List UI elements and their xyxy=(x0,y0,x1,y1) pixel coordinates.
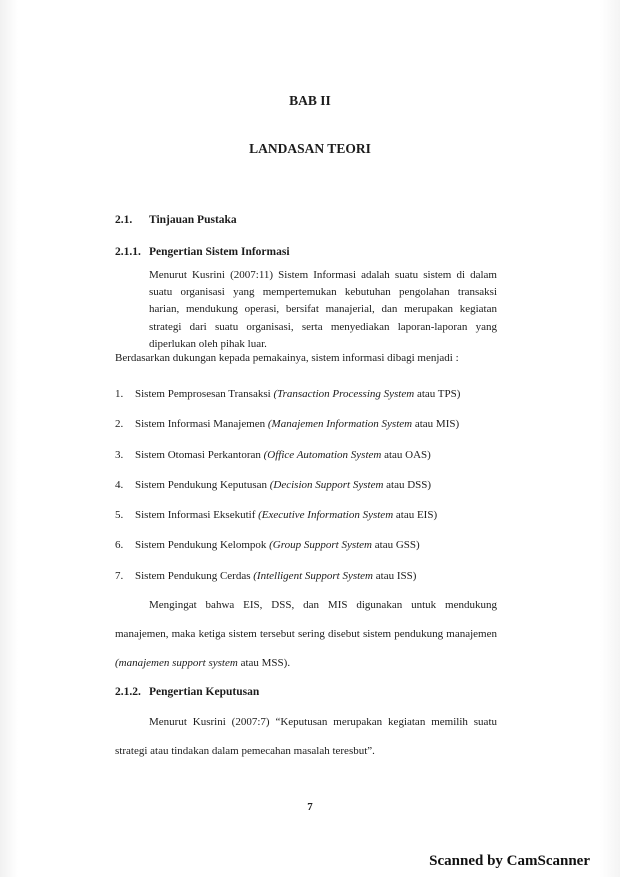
section-number: 2.1. xyxy=(115,214,133,226)
paragraph-keputusan: Menurut Kusrini (2007:7) “Keputusan merupakan kegiatan memilih suatu strategi atau tindakan dalam pemecahan masalah teresbut”. xyxy=(115,716,497,757)
block-quote: Menurut Kusrini (2007:11) Sistem Informasi adalah suatu sistem di dalam suatu organisasi yang mempertemukan kebutuhan pengolahan transaksi harian, mendukung operasi, bersifat manajerial, dan merupakan kegiatan strategi dari suatu organisasi, serta menyediakan laporan-laporan yang diperlukan oleh pihak luar. xyxy=(149,269,497,350)
list-item: 5. Sistem Informasi Eksekutif (Executive Information System atau EIS) xyxy=(115,509,438,522)
list-item: 6. Sistem Pendukung Kelompok (Group Support System atau GSS) xyxy=(115,539,420,552)
section-heading-2-1-1 xyxy=(115,246,290,258)
section-heading-2-1-2 xyxy=(115,686,259,698)
scanner-watermark: Scanned by CamScanner xyxy=(429,853,590,869)
list-item: 2. Sistem Informasi Manajemen (Manajemen Information System atau MIS) xyxy=(115,418,460,431)
list-intro: Berdasarkan dukungan kepada pemakainya, sistem informasi dibagi menjadi : xyxy=(115,352,459,364)
section-title: Pengertian Keputusan xyxy=(149,686,260,698)
section-heading-2-1 xyxy=(115,214,237,226)
paragraph-mss: Mengingat bahwa EIS, DSS, dan MIS digunakan untuk mendukung manajemen, maka ketiga sistem tersebut sering disebut sistem pendukung manajemen (manajemen support system atau MSS). xyxy=(115,599,497,669)
chapter-title: LANDASAN TEORI xyxy=(249,141,371,156)
list-item: 4. Sistem Pendukung Keputusan (Decision Support System atau DSS) xyxy=(115,478,432,491)
information-system-list xyxy=(115,388,460,600)
list-item: 7. Sistem Pendukung Cerdas (Intelligent Support System atau ISS) xyxy=(115,569,417,582)
list-item: 1. Sistem Pemprosesan Transaksi (Transaction Processing System atau TPS) xyxy=(115,388,461,400)
section-number: 2.1.1. xyxy=(115,246,141,258)
chapter-heading: BAB II xyxy=(289,93,331,108)
section-title: Tinjauan Pustaka xyxy=(149,214,237,226)
section-number: 2.1.2. xyxy=(115,686,141,698)
section-title: Pengertian Sistem Informasi xyxy=(149,246,290,258)
list-item: 3. Sistem Otomasi Perkantoran (Office Automation System atau OAS) xyxy=(115,448,431,461)
page-number: 7 xyxy=(307,801,313,813)
